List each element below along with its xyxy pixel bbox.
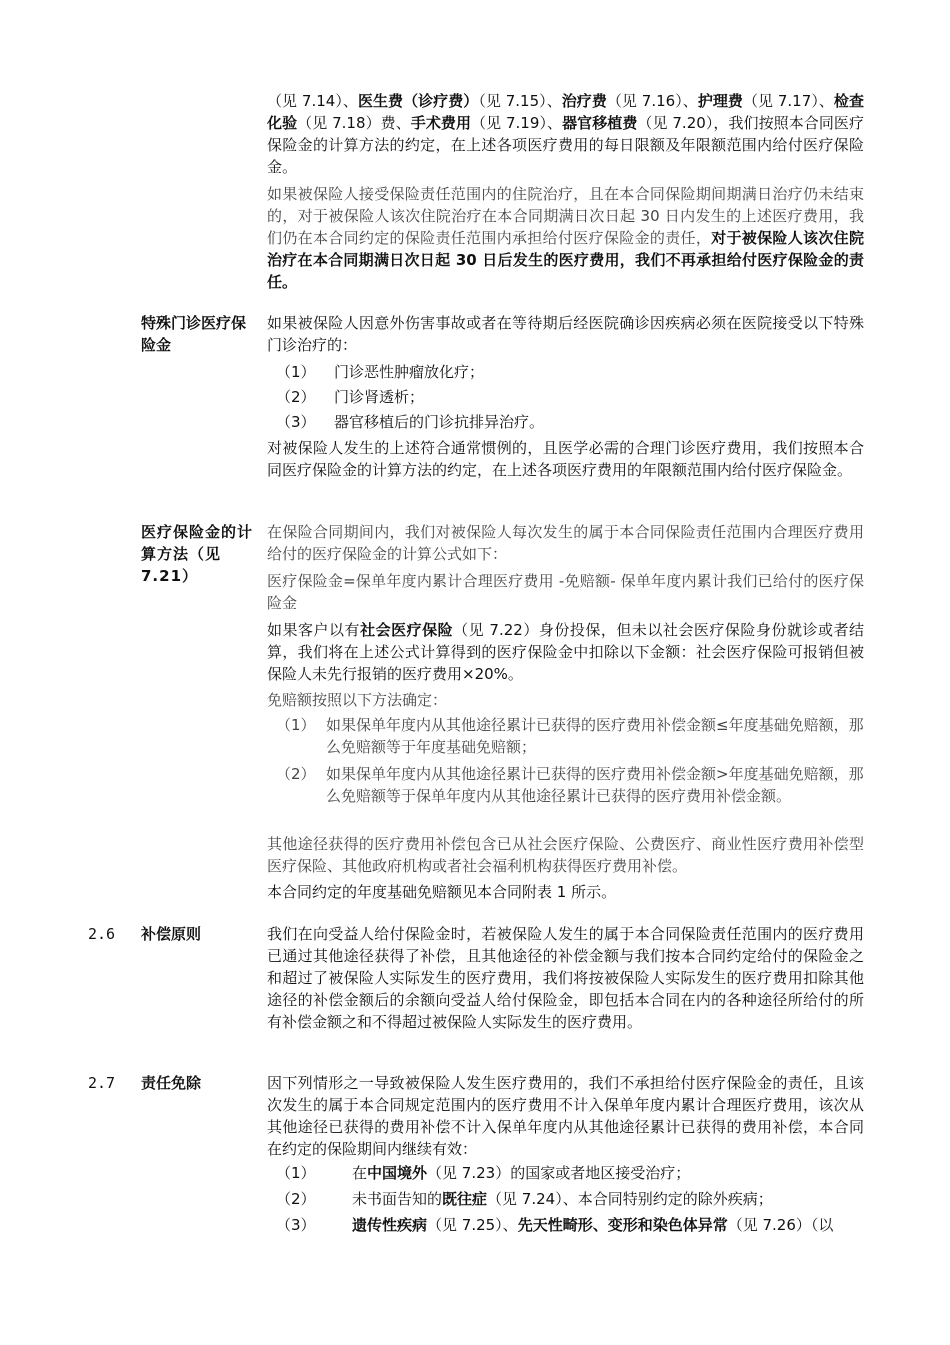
- list-number: （2）: [276, 1190, 316, 1208]
- list-text: [352, 1162, 690, 1184]
- term-transplant-fee: 器官移植费: [562, 114, 638, 132]
- hospital-extension-paragraph: [267, 183, 864, 293]
- section-number: 2.6: [88, 925, 116, 943]
- term-outside-china: 中国境外: [367, 1164, 428, 1182]
- text-run: 如果被保险人接受保险责任范围内的住院治疗，且在本合同保险期间期满日治疗仍未结束的，对于被保险人该次住院治疗在本合同期满日次日起 30 日内发生的上述医疗费用，我们仍在本合同约定的保险责任范围内承担给付医疗保险金的责任，: [267, 185, 864, 247]
- base-deductible-note: 本合同约定的年度基础免赔额见本合同附表 1 所示。: [267, 883, 617, 901]
- calculation-formula: 医疗保险金=保单年度内累计合理医疗费用 -免赔额- 保单年度内累计我们已给付的医疗保险金: [267, 572, 864, 612]
- term-social-insurance: 社会医疗保险: [360, 621, 454, 639]
- term-congenital: 先天性畸形、变形和染色体异常: [517, 1216, 728, 1234]
- list-text: 如果保单年度内从其他途径累计已获得的医疗费用补偿金额>年度基础免赔额，那么免赔额等于保单年度内从其他途径累计已获得的医疗费用补偿金额。: [326, 765, 864, 805]
- text-run: （见 7.16）、: [606, 92, 698, 110]
- deductible-intro: 免赔额按照以下方法确定：: [267, 691, 448, 709]
- term-doctor-fee: 医生费（诊疗费）: [357, 92, 479, 110]
- text-run: （见 7.26）（以: [727, 1216, 834, 1234]
- term-treatment-fee: 治疗费: [561, 92, 607, 110]
- list-number: （2）: [276, 388, 316, 406]
- text-run: （见 7.18）费、: [297, 114, 411, 132]
- term-lab-test: 检查化验: [267, 92, 864, 132]
- list-text: [352, 1214, 833, 1236]
- list-number: （1）: [276, 1164, 316, 1182]
- hospital-expense-paragraph: [267, 90, 864, 178]
- section-title: 补偿原则: [141, 925, 202, 943]
- text-run: 未书面告知的: [352, 1190, 443, 1208]
- calculation-label: 医疗保险金的计算方法（见 7.21）: [141, 523, 254, 585]
- list-number: （1）: [276, 716, 316, 734]
- term-pre-existing: 既往症: [442, 1190, 488, 1208]
- list-number: （3）: [276, 413, 316, 431]
- section-title: 责任免除: [141, 1074, 202, 1092]
- special-outpatient-outro: 对被保险人发生的上述符合通常惯例的，且医学必需的合理门诊医疗费用，我们按照本合同医疗保险金的计算方法的约定，在上述各项医疗费用的年限额范围内给付医疗保险金。: [267, 439, 864, 479]
- text-run: 在: [352, 1164, 368, 1182]
- list-number: （3）: [276, 1216, 316, 1234]
- text-run: （见 7.15）、: [478, 92, 562, 110]
- text-run: （见 7.20），我们按照本合同医疗保险金的计算方法的约定，在上述各项医疗费用的每日限额及年限额范围内给付医疗保险金。: [267, 114, 864, 176]
- exclusions-intro: 因下列情形之一导致被保险人发生医疗费用的，我们不承担给付医疗保险金的责任，且该次发生的属于本合同规定范围内的医疗费用不计入保单年度内累计合理医疗费用，该次从其他途径已获得的费用补偿不计入保单年度内从其他途径累计已获得的费用补偿，本合同在约定的保险期间内继续有效：: [267, 1074, 864, 1158]
- text-run: （见 7.14）、: [267, 92, 358, 110]
- text-run: （见 7.23）的国家或者地区接受治疗；: [427, 1164, 691, 1182]
- bold-clause: 对于被保险人该次住院治疗在本合同期满日次日起 30 日后发生的医疗费用，我们不再承担给付医疗保险金的责任。: [267, 229, 864, 291]
- term-hereditary: 遗传性疾病: [352, 1216, 428, 1234]
- social-insurance-paragraph: [267, 619, 864, 685]
- list-text: 门诊肾透析；: [334, 388, 425, 406]
- term-surgery-fee: 手术费用: [410, 114, 472, 132]
- list-text: 门诊恶性肿瘤放化疗；: [334, 363, 485, 381]
- compensation-principle-text: 我们在向受益人给付保险金时，若被保险人发生的属于本合同保险责任范围内的医疗费用已通过其他途径获得了补偿，且其他途径的补偿金额与我们按本合同约定给付的保险金之和超过了被保险人实际发生的医疗费用，我们将按被保险人实际发生的医疗费用扣除其他途径的补偿金额后的余额向受益人给付保险金，即包括本合同在内的各种途径所给付的所有补偿金额之和不得超过被保险人实际发生的医疗费用。: [267, 925, 864, 1031]
- list-number: （1）: [276, 363, 316, 381]
- special-outpatient-label: 特殊门诊医疗保险金: [141, 314, 247, 354]
- text-run: （见 7.22）身份投保，但未以社会医疗保险身份就诊或者结算，我们将在上述公式计算得到的医疗保险金中扣除以下金额：社会医疗保险可报销但被保险人未先行报销的医疗费用×20%。: [267, 621, 864, 683]
- calculation-intro: 在保险合同期间内，我们对被保险人每次发生的属于本合同保险责任范围内合理医疗费用给付的医疗保险金的计算公式如下：: [267, 523, 864, 563]
- list-number: （2）: [276, 765, 316, 783]
- text-run: （见 7.25）、: [427, 1216, 518, 1234]
- list-text: 器官移植后的门诊抗排异治疗。: [334, 413, 545, 431]
- text-run: （见 7.19）、: [471, 114, 563, 132]
- list-text: [352, 1188, 773, 1210]
- list-text: 如果保单年度内从其他途径累计已获得的医疗费用补偿金额≤年度基础免赔额，那么免赔额等于年度基础免赔额；: [326, 716, 864, 756]
- text-run: （见 7.24）、本合同特别约定的除外疾病；: [487, 1190, 773, 1208]
- section-number: 2.7: [88, 1074, 116, 1092]
- term-nursing-fee: 护理费: [697, 92, 743, 110]
- text-run: （见 7.17）、: [742, 92, 834, 110]
- other-compensation-paragraph: 其他途径获得的医疗费用补偿包含已从社会医疗保险、公费医疗、商业性医疗费用补偿型医疗保险、其他政府机构或者社会福利机构获得医疗费用补偿。: [267, 835, 864, 875]
- special-outpatient-intro: 如果被保险人因意外伤害事故或者在等待期后经医院确诊因疾病必须在医院接受以下特殊门诊治疗的：: [267, 314, 864, 354]
- text-run: 如果客户以有: [267, 621, 361, 639]
